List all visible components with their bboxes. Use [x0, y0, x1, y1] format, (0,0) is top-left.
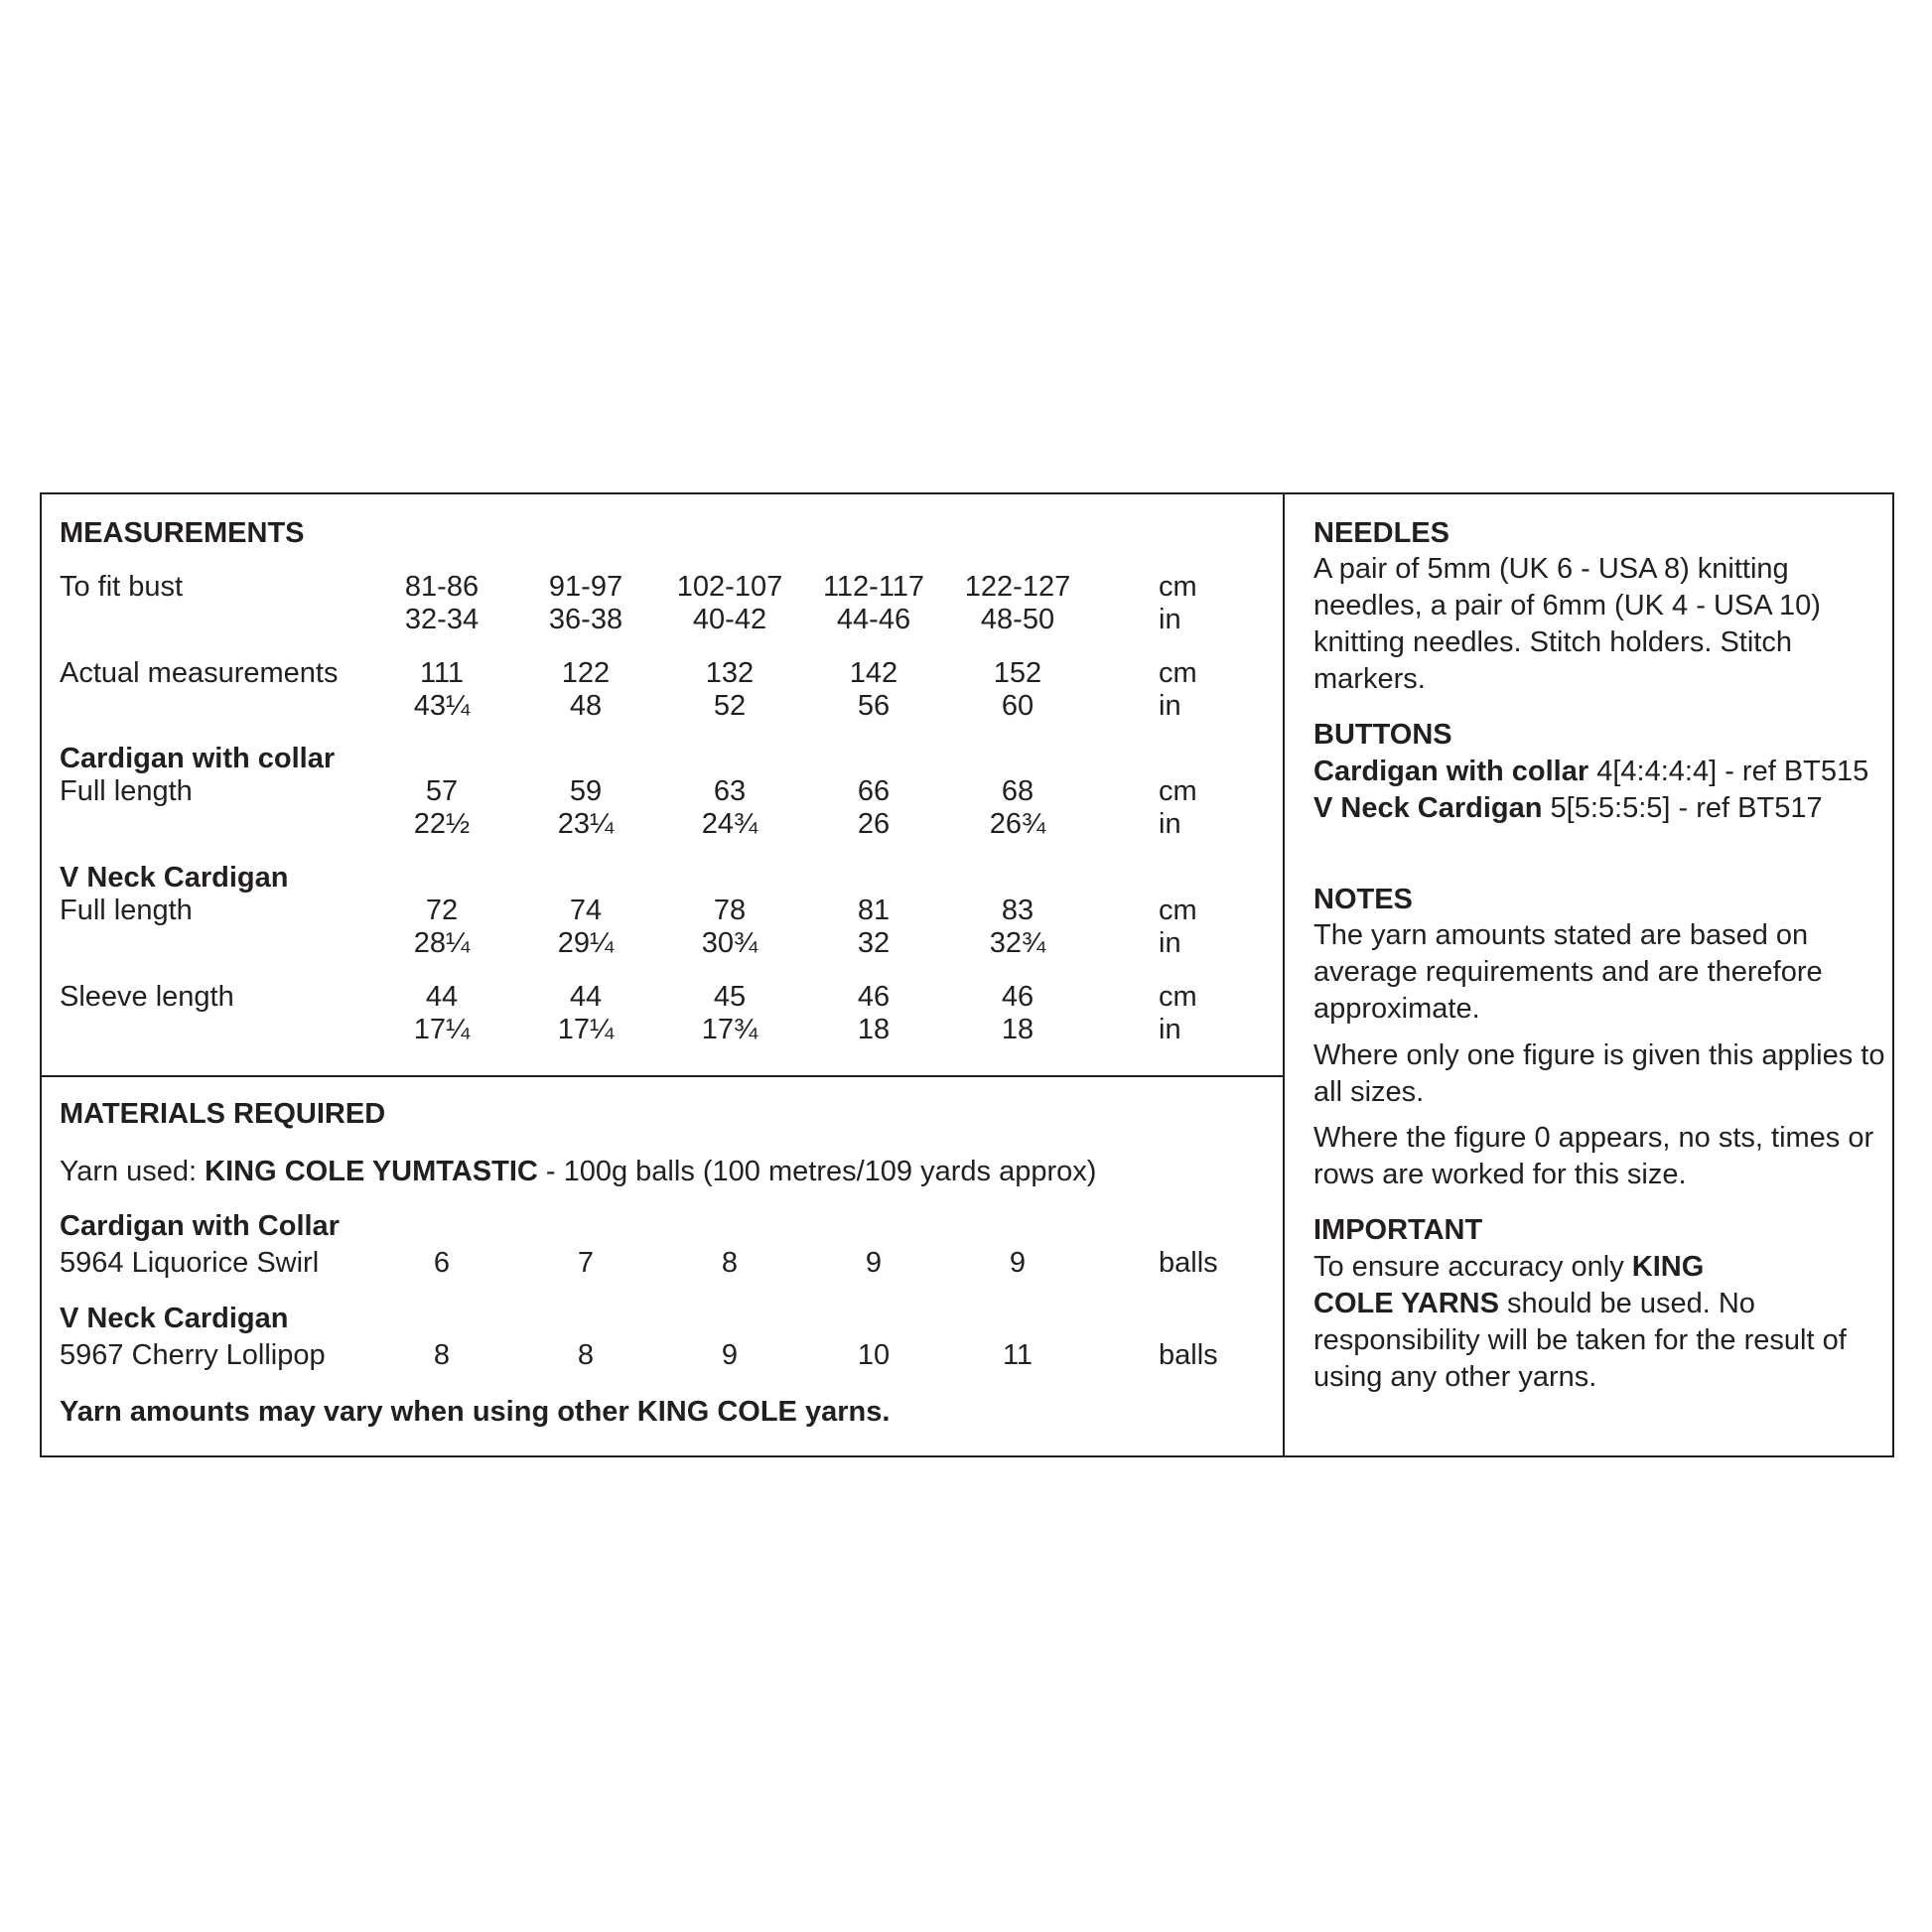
notes-p2: Where only one figure is given this applies to all sizes. [1313, 1039, 1885, 1108]
vneck-cm-5: 83 [1001, 895, 1035, 926]
collar-cm-1: 57 [425, 775, 459, 807]
vneck-heading: V Neck Cardigan [60, 862, 289, 894]
bust-in-3: 40-42 [692, 604, 767, 635]
collar-in-1: 22½ [413, 808, 471, 840]
buttons-text: Cardigan with collar 4[4:4:4:4] - ref BT515 V Neck Cardigan 5[5:5:5:5] - ref BT517 [1313, 756, 1869, 824]
buttons-heading: BUTTONS [1313, 719, 1452, 751]
actual-in-2: 48 [569, 690, 603, 722]
needles-text: A pair of 5mm (UK 6 - USA 8) knitting needles, a pair of 6mm (UK 4 - USA 10) knitting needles. Stitch holders. Stitch markers. [1313, 553, 1821, 695]
yarn-footnote: Yarn amounts may vary when using other KING COLE yarns. [60, 1396, 891, 1428]
actual-in-4: 56 [857, 690, 891, 722]
vneck-cm-4: 81 [857, 895, 891, 926]
vneck-cm-2: 74 [569, 895, 603, 926]
bust-label: To fit bust [60, 571, 184, 603]
bust-in-1: 32-34 [404, 604, 480, 635]
bust-unit-in: in [1159, 604, 1181, 635]
sleeve-cm-1: 44 [425, 981, 459, 1013]
vneck-in-4: 32 [857, 927, 891, 959]
actual-label: Actual measurements [60, 657, 339, 689]
sleeve-in-4: 18 [857, 1014, 891, 1045]
vneck-balls-1: 8 [433, 1339, 451, 1371]
collar-balls-5: 9 [1009, 1247, 1027, 1279]
actual-unit-in: in [1159, 690, 1181, 722]
vneck-in-5: 32¾ [989, 927, 1046, 959]
collar-shade-label: 5964 Liquorice Swirl [60, 1247, 320, 1279]
bust-in-5: 48-50 [980, 604, 1055, 635]
collar-cm-5: 68 [1001, 775, 1035, 807]
materials-collar-heading: Cardigan with Collar [60, 1210, 340, 1242]
measurements-heading: MEASUREMENTS [60, 517, 305, 549]
sleeve-in-3: 17¾ [701, 1014, 759, 1045]
important-text: To ensure accuracy only KING COLE YARNS should be used. No responsibility will be taken for the result of using any other yarns. [1313, 1251, 1847, 1393]
sleeve-in-5: 18 [1001, 1014, 1035, 1045]
vneck-in-1: 28¼ [413, 927, 471, 959]
materials-heading: MATERIALS REQUIRED [60, 1098, 386, 1130]
notes-heading: NOTES [1313, 884, 1413, 915]
actual-cm-2: 122 [561, 657, 611, 689]
needles-heading: NEEDLES [1313, 517, 1449, 549]
bust-cm-3: 102-107 [676, 571, 783, 603]
actual-in-3: 52 [713, 690, 747, 722]
collar-cm-3: 63 [713, 775, 747, 807]
vneck-in-3: 30¾ [701, 927, 759, 959]
collar-heading: Cardigan with collar [60, 743, 336, 774]
yarn-used-line: Yarn used: KING COLE YUMTASTIC - 100g balls (100 metres/109 yards approx) [60, 1156, 1097, 1187]
sleeve-cm-3: 45 [713, 981, 747, 1013]
column-divider [1283, 492, 1285, 1457]
collar-in-2: 23¼ [557, 808, 615, 840]
bust-cm-4: 112-117 [822, 571, 925, 603]
collar-in-5: 26¾ [989, 808, 1046, 840]
collar-unit-cm: cm [1159, 775, 1197, 807]
actual-in-1: 43¼ [413, 690, 471, 722]
notes-p1: The yarn amounts stated are based on average requirements and are therefore approximate. [1313, 919, 1823, 1025]
sleeve-cm-5: 46 [1001, 981, 1035, 1013]
vneck-balls-2: 8 [577, 1339, 595, 1371]
collar-cm-4: 66 [857, 775, 891, 807]
collar-in-4: 26 [857, 808, 891, 840]
collar-balls-3: 8 [721, 1247, 739, 1279]
notes-p3: Where the figure 0 appears, no sts, times or rows are worked for this size. [1313, 1122, 1874, 1190]
collar-balls-unit: balls [1159, 1247, 1218, 1279]
vneck-unit-cm: cm [1159, 895, 1197, 926]
vneck-cm-3: 78 [713, 895, 747, 926]
vneck-balls-5: 11 [1002, 1339, 1034, 1371]
bust-cm-1: 81-86 [404, 571, 480, 603]
collar-balls-4: 9 [865, 1247, 883, 1279]
vneck-balls-4: 10 [857, 1339, 891, 1371]
sleeve-label: Sleeve length [60, 981, 234, 1013]
collar-balls-2: 7 [577, 1247, 595, 1279]
bust-cm-2: 91-97 [548, 571, 623, 603]
sleeve-cm-2: 44 [569, 981, 603, 1013]
collar-cm-2: 59 [569, 775, 603, 807]
vneck-in-2: 29¼ [557, 927, 615, 959]
vneck-shade-label: 5967 Cherry Lollipop [60, 1339, 326, 1371]
sleeve-in-1: 17¼ [413, 1014, 471, 1045]
important-heading: IMPORTANT [1313, 1214, 1483, 1246]
bust-in-2: 36-38 [548, 604, 623, 635]
section-divider [40, 1075, 1284, 1077]
bust-in-4: 44-46 [836, 604, 911, 635]
collar-unit-in: in [1159, 808, 1181, 840]
sleeve-unit-in: in [1159, 1014, 1181, 1045]
collar-in-3: 24¾ [701, 808, 759, 840]
materials-vneck-heading: V Neck Cardigan [60, 1303, 289, 1334]
actual-in-5: 60 [1001, 690, 1035, 722]
collar-balls-1: 6 [433, 1247, 451, 1279]
actual-unit-cm: cm [1159, 657, 1197, 689]
bust-unit-cm: cm [1159, 571, 1197, 603]
vneck-balls-unit: balls [1159, 1339, 1218, 1371]
sleeve-cm-4: 46 [857, 981, 891, 1013]
actual-cm-3: 132 [705, 657, 755, 689]
collar-length-label: Full length [60, 775, 193, 807]
vneck-balls-3: 9 [721, 1339, 739, 1371]
actual-cm-5: 152 [993, 657, 1042, 689]
actual-cm-4: 142 [849, 657, 898, 689]
bust-cm-5: 122-127 [964, 571, 1071, 603]
vneck-length-label: Full length [60, 895, 193, 926]
vneck-cm-1: 72 [425, 895, 459, 926]
actual-cm-1: 111 [419, 657, 465, 689]
sleeve-unit-cm: cm [1159, 981, 1197, 1013]
sleeve-in-2: 17¼ [557, 1014, 615, 1045]
vneck-unit-in: in [1159, 927, 1181, 959]
